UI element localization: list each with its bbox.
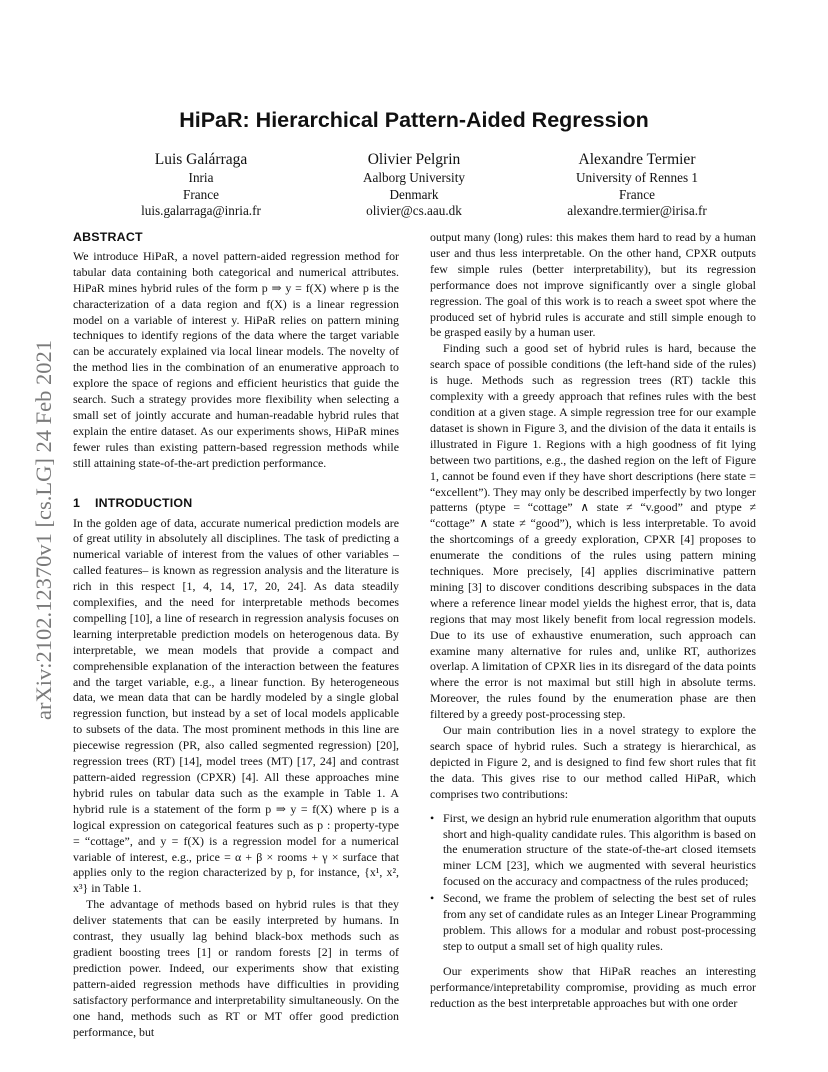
arxiv-sidebar — [24, 290, 64, 770]
contribution-item: • Second, we frame the problem of selecting the best set of rules from any set of candidate rules as an Integer Linear Programming problem. This allows for a modular and robust post-processing step to output a small set of high quality rules. — [430, 891, 756, 955]
introduction-heading — [73, 496, 399, 512]
author-name: Olivier Pelgrin — [367, 151, 461, 168]
author-country: France — [183, 186, 219, 202]
section-number: 1 — [73, 495, 81, 510]
author-affiliation: University of Rennes 1 — [576, 170, 698, 185]
author-affiliation: Aalborg University — [363, 170, 465, 185]
author-email: luis.galarraga@inria.fr — [141, 203, 261, 218]
author-3 — [517, 150, 757, 220]
arxiv-identifier: arXiv:2102.12370v1 [cs.LG] 24 Feb 2021 — [31, 340, 56, 720]
author-1 — [81, 150, 321, 220]
author-name: Luis Galárraga — [154, 151, 248, 168]
author-country: France — [619, 186, 655, 202]
abstract-text: We introduce HiPaR, a novel pattern-aided regression method for tabular data containing both categorical and numerical attributes. HiPaR mines hybrid rules of the form p ⇒ y = f(X) where p is the characterization of a data region and f(X) is a linear regression model on a variable of interest y. HiPaR relies on pattern mining techniques to identify regions of the data where the target variable can be accurately explained via local linear models. The novelty of the method lies in the combination of an enumerative approach to explore the space of regions and efficient heuristics that guide the search. Such a strategy provides more flexibility when selecting a small set of jointly accurate and human-readable hybrid rules that explain the entire dataset. As our experiments shows, HiPaR mines fewer rules than existing pattern-based regression methods while still attaining state-of-the-art prediction performance. — [73, 248, 399, 470]
body-paragraph-4: Our experiments show that HiPaR reaches an interesting performance/intepretability compromise, providing as much error reduction as the best interpretable approaches but with one order — [430, 963, 756, 1010]
author-2 — [294, 150, 534, 220]
author-block — [0, 150, 828, 225]
paper-title: HiPaR: Hierarchical Pattern-Aided Regression — [179, 108, 649, 132]
body-paragraph-3: Our main contribution lies in a novel strategy to explore the search space of hybrid rules. Such a strategy is hierarchical, as depicted in Figure 2, and is designed to find few short rules that fit the data. This gives rise to our method called HiPaR, which comprises two contributions: — [430, 723, 756, 801]
left-column — [73, 230, 399, 1040]
contribution-item: • First, we design an hybrid rule enumeration algorithm that ouputs short and high-quality candidate rules. This algorithm is based on the enumeration structure of the state-of-the-art closed itemsets miner LCM [23], which we augmented with several heuristics focused on the accuracy and compactness of the rules produced; — [430, 811, 756, 891]
abstract-heading: ABSTRACT — [73, 230, 143, 244]
author-affiliation: Inria — [188, 170, 214, 185]
author-email: olivier@cs.aau.dk — [366, 203, 462, 218]
author-country: Denmark — [389, 186, 439, 202]
intro-paragraph-1: In the golden age of data, accurate numerical prediction models are of great utility in absolutely all disciplines. The task of predicting a numerical variable of interest from the values of other variables –called features– is known as regression analysis and the literature is rich in this respect [1, 4, 14, 17, 20, 24]. As data steadily complexifies, and the need for interpretable methods becomes compelling [10], a line of research in regression analysis focuses on learning interpretable prediction models on heterogenous data. By interpretable, we mean models that provide a compact and comprehensible explanation of the interaction between the features and the target variable, e.g., a linear function. By heterogeneous data, we mean data that can be hardly modeled by a single global regression function, but instead by a set of local models applicable to subsets of the data. The most prominent methods in this line are piecewise regression (PR, also called segmented regression) [20], regression trees (RT) [14], model trees (MT) [17, 24] and contrast pattern-aided regression (CPXR) [4]. All these approaches mine hybrid rules on tabular data such as the example in Table 1. A hybrid rule is a statement of the form p ⇒ y = f(X) where p is a logical expression on categorical features such as p : property-type = “cottage”, and y = f(X) is a regression model for a numerical variable of interest, e.g., price = α + β × rooms + γ × surface that applies only to the region characterized by p, for instance, {x¹, x², x³} in Table 1. — [73, 515, 399, 896]
intro-paragraph-2: The advantage of methods based on hybrid rules is that they deliver statements that can be easily interpreted by humans. In contrast, they usually lag behind black-box methods such as gradient boosting trees [1] or random forests [2] in terms of prediction power. Indeed, our experiments show that existing pattern-aided regression methods have difficulties in providing satisfactory performance and interpretability simultaneously. On the one hand, methods such as RT or MT offer good prediction performance, but — [73, 897, 399, 1039]
section-title: INTRODUCTION — [95, 495, 193, 510]
right-column — [430, 230, 756, 1012]
contribution-list — [430, 811, 756, 955]
body-paragraph-1: output many (long) rules: this makes them hard to read by a human user and thus less interpretable. On the other hand, CPXR outputs few simple rules (better interpretability), but its regression performance does not improve significantly over a single global regression. The goal of this work is to reach a sweet spot where the produced set of hybrid rules is accurate and still simple enough to be grasped easily by a human user. — [430, 230, 756, 340]
author-email: alexandre.termier@irisa.fr — [567, 203, 707, 218]
body-paragraph-2: Finding such a good set of hybrid rules is hard, because the search space of possible conditions (the left-hand side of the rules) is huge. Methods such as regression trees (RT) tackle this complexity with a greedy approach that refines rules with the best condition at a given stage. A simple regression tree for our example dataset is shown in Figure 3, and the division of the data it entails is illustrated in Figure 1. Regions with a high goodness of fit lying between two partitions, e.g., the dashed region on the left of Figure 1, cannot be found even if they have short descriptions (here state = “excellent”). They may only be described imperfectly by two longer patterns (ptype = “cottage” ∧ state ≠ “v.good” and ptype ≠ “cottage” ∧ state ≠ “good”), which is less interpretable. To avoid the shortcomings of a greedy exploration, CPXR [4] proposes to enumerate the conditions of the rules using pattern mining techniques. More precisely, [4] applies discriminative pattern mining [3] to discover conditions describing subspaces in the data where a reference linear model yields the highest error, that is, data regions that may most likely benefit from local regression models. Due to its use of exhaustive enumeration, such approach can examine many alternative for rules and, unlike RT, authorizes overlap. A limitation of CPXR lies in its disregard of the data points where the error is not maximal but still high in absolute terms. Moreover, the rules found by the enumeration phase are then filtered by a greedy post-processing step. — [430, 341, 756, 722]
author-name: Alexandre Termier — [578, 151, 696, 168]
